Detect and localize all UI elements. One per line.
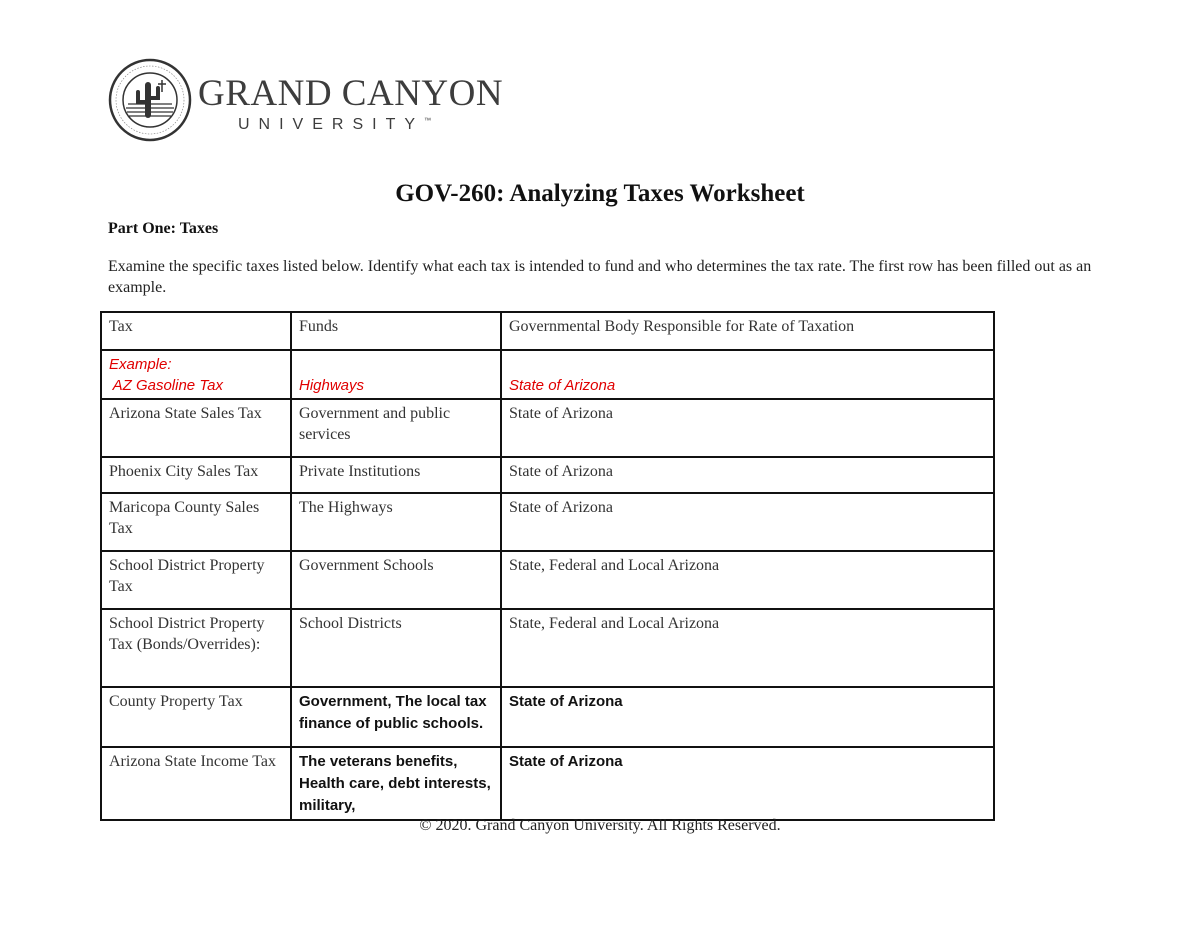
funds-text: Government, The local tax finance of public schools. (299, 693, 487, 732)
trademark-symbol: ™ (424, 117, 432, 125)
example-funds-cell (291, 350, 501, 399)
brand-name: GRAND CANYON (198, 73, 504, 114)
funds-cell: Government Schools (291, 551, 501, 609)
example-tax-cell (101, 350, 291, 399)
funds-cell: The Highways (291, 493, 501, 551)
example-row (101, 350, 994, 399)
example-tax: AZ Gasoline Tax (109, 377, 223, 394)
table-row (101, 493, 994, 551)
body-cell (501, 747, 994, 820)
instructions-text: Examine the specific taxes listed below. Identify what each tax is intended to fund and who determines the tax rate. The first row has been filled out as an example. (108, 258, 1092, 296)
example-label: Example: (109, 356, 172, 373)
funds-cell (291, 687, 501, 747)
body-cell: State, Federal and Local Arizona (501, 609, 994, 687)
tax-cell: School District Property Tax (101, 551, 291, 609)
body-text: State of Arizona (509, 753, 623, 770)
tax-cell: County Property Tax (101, 687, 291, 747)
table-row (101, 747, 994, 820)
funds-cell: Private Institutions (291, 457, 501, 493)
header-cell: Tax (101, 312, 291, 350)
table-header-row (101, 312, 994, 350)
tax-cell: Arizona State Income Tax (101, 747, 291, 820)
brand-subtitle (238, 116, 431, 134)
example-body-cell (501, 350, 994, 399)
body-text: State of Arizona (509, 693, 623, 710)
body-cell: State, Federal and Local Arizona (501, 551, 994, 609)
page-title: GOV-260: Analyzing Taxes Worksheet (395, 180, 805, 207)
table-row (101, 609, 994, 687)
example-body: State of Arizona (509, 377, 616, 394)
example-funds: Highways (299, 377, 365, 394)
copyright-footer: © 2020. Grand Canyon University. All Rights Reserved. (419, 817, 781, 834)
header-cell: Funds (291, 312, 501, 350)
table-row (101, 551, 994, 609)
section-heading: Part One: Taxes (108, 220, 219, 237)
tax-cell: Maricopa County Sales Tax (101, 493, 291, 551)
tax-cell: Phoenix City Sales Tax (101, 457, 291, 493)
university-seal-icon (108, 58, 192, 142)
funds-text: The veterans benefits, Health care, debt interests, military, (299, 753, 491, 814)
body-cell: State of Arizona (501, 399, 994, 457)
table-row (101, 687, 994, 747)
body-cell (501, 687, 994, 747)
header-cell: Governmental Body Responsible for Rate of Taxation (501, 312, 994, 350)
funds-cell: Government and public services (291, 399, 501, 457)
table-row (101, 399, 994, 457)
tax-cell: School District Property Tax (Bonds/Overrides): (101, 609, 291, 687)
body-cell: State of Arizona (501, 457, 994, 493)
tax-cell: Arizona State Sales Tax (101, 399, 291, 457)
gcu-logo (108, 58, 504, 144)
body-cell: State of Arizona (501, 493, 994, 551)
funds-cell: School Districts (291, 609, 501, 687)
taxes-table (100, 311, 995, 821)
table-row (101, 457, 994, 493)
funds-cell (291, 747, 501, 820)
brand-subtitle-text: UNIVERSITY (238, 116, 425, 133)
